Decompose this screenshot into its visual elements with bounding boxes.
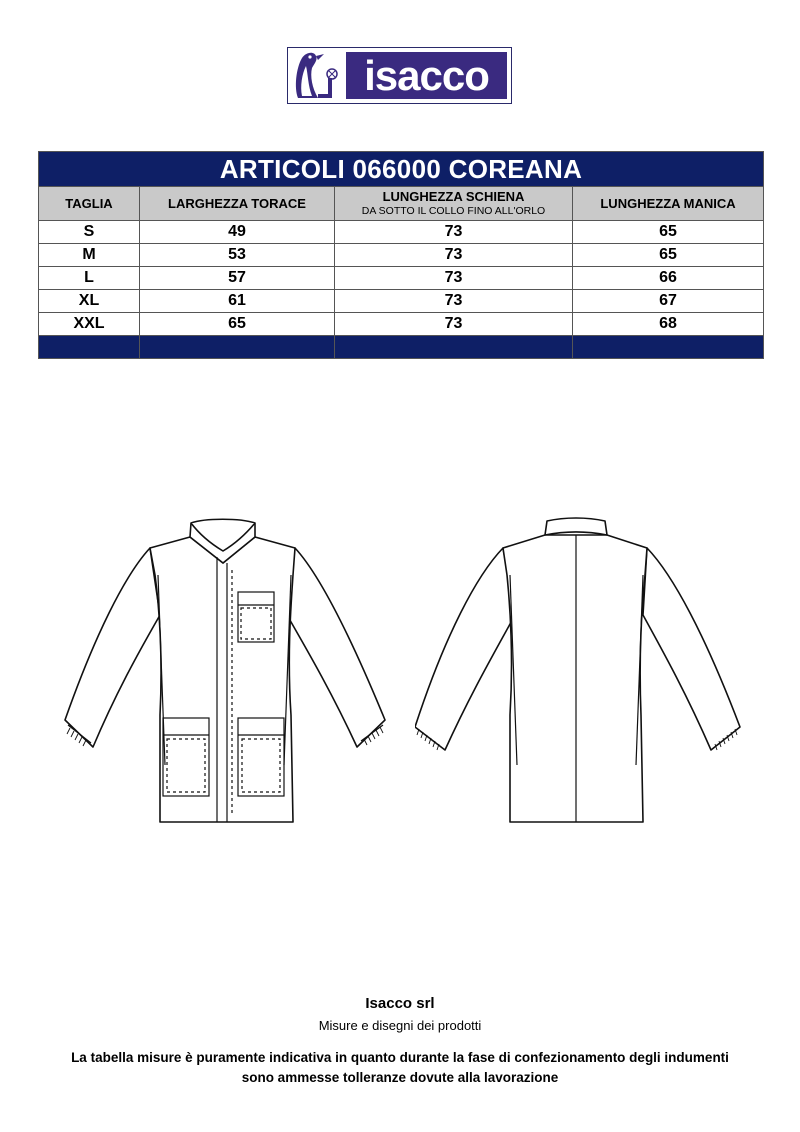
header-chest-width: LARGHEZZA TORACE: [140, 187, 335, 221]
cell-sleeve: 66: [573, 267, 764, 290]
table-row: [39, 221, 764, 244]
disclaimer-line: La tabella misure è puramente indicativa in quanto durante la fase di confezionamento degli indumenti: [71, 1050, 729, 1065]
size-chart-table: [38, 151, 764, 359]
brand-name: isacco: [346, 52, 507, 99]
cell-back: 73: [335, 290, 573, 313]
cell-back: 73: [335, 313, 573, 336]
brand-logo: [287, 47, 512, 104]
table-row: [39, 244, 764, 267]
cell-chest: 57: [140, 267, 335, 290]
cell-back: 73: [335, 244, 573, 267]
table-header-row: [39, 187, 764, 221]
header-sleeve-length: LUNGHEZZA MANICA: [573, 187, 764, 221]
table-footer-band: [39, 336, 764, 359]
cell-chest: 53: [140, 244, 335, 267]
company-name: Isacco srl: [365, 995, 435, 1012]
cell-size: L: [39, 267, 140, 290]
cell-size: S: [39, 221, 140, 244]
cell-size: XL: [39, 290, 140, 313]
header-back-length-note: DA SOTTO IL COLLO FINO ALL'ORLO: [361, 204, 546, 217]
table-row: [39, 267, 764, 290]
cell-sleeve: 68: [573, 313, 764, 336]
table-title: ARTICOLI 066000 COREANA: [39, 152, 764, 187]
table-row: [39, 313, 764, 336]
table-row: [39, 290, 764, 313]
cell-chest: 61: [140, 290, 335, 313]
header-back-length: LUNGHEZZA SCHIENA DA SOTTO IL COLLO FINO ALL'ORLO: [335, 187, 573, 221]
cell-sleeve: 65: [573, 244, 764, 267]
cell-chest: 65: [140, 313, 335, 336]
cell-size: XXL: [39, 313, 140, 336]
document-subtitle: Misure e disegni dei prodotti: [318, 1018, 482, 1033]
back-jacket-drawing: [415, 515, 745, 825]
cell-chest: 49: [140, 221, 335, 244]
disclaimer-text: [0, 1048, 800, 1088]
disclaimer-line: sono ammesse tolleranze dovute alla lavorazione: [241, 1070, 559, 1085]
cell-back: 73: [335, 267, 573, 290]
cell-sleeve: 67: [573, 290, 764, 313]
table-title-row: [39, 152, 764, 187]
cell-sleeve: 65: [573, 221, 764, 244]
front-jacket-drawing: [55, 515, 390, 825]
header-size: TAGLIA: [39, 187, 140, 221]
penguin-logo-icon: [288, 48, 346, 103]
cell-size: M: [39, 244, 140, 267]
cell-back: 73: [335, 221, 573, 244]
